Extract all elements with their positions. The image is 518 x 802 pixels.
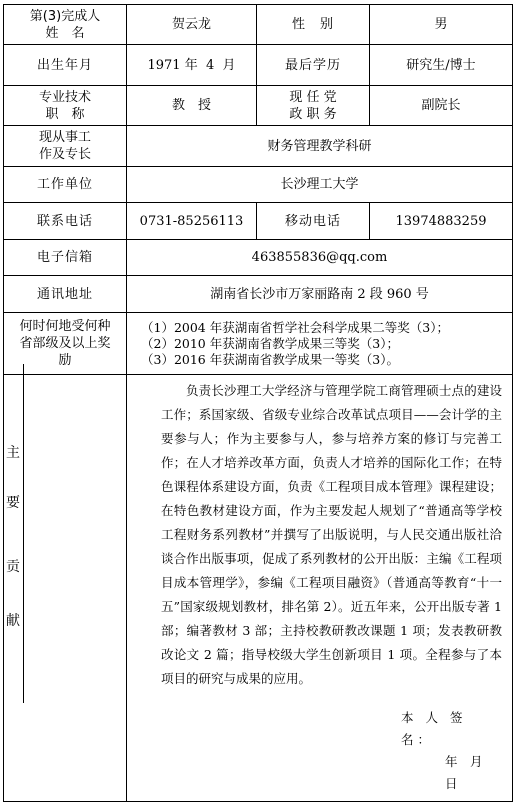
title-value: 教 授 xyxy=(127,86,257,126)
phone-value: 0731-85256113 xyxy=(127,203,257,240)
awards-label: 何时何地受何种 省部级及以上奖 励 xyxy=(4,313,127,375)
position-label: 现 任 党 政 职 务 xyxy=(257,86,370,126)
contribution-cell xyxy=(127,375,513,802)
awards-list xyxy=(127,313,513,375)
name-label: 第(3)完成人 姓 名 xyxy=(4,5,127,45)
address-value: 湖南省长沙市万家丽路南 2 段 960 号 xyxy=(127,276,513,313)
education-value: 研究生/博士 xyxy=(370,45,513,86)
phone-label: 联系电话 xyxy=(4,203,127,240)
specialty-label: 现从事工 作及专长 xyxy=(4,126,127,167)
gender-value: 男 xyxy=(370,5,513,45)
date-label: 年 月 日 xyxy=(445,754,496,791)
email-label: 电子信箱 xyxy=(4,240,127,276)
award-item: （1）2004 年获湖南省哲学社会科学成果二等奖（3）； xyxy=(141,319,449,335)
mobile-label: 移动电话 xyxy=(257,203,370,240)
signature-label: 本 人 签 名： xyxy=(401,710,467,747)
contribution-text: 负责长沙理工大学经济与管理学院工商管理硕士点的建设工作；系国家级、省级专业综合改革试点项目——会计学的主要参与人；作为主要参与人，参与培养方案的修订与完善工作；在人才培养改革方面，负责人才培养的国际化工作；在特色课程体系建设方面，负责《工程项目成本管理》课程建设；在特色教材建设方面，作为主要发起人规划了“普通高等学校工程财务系列教材”并撰写了出版说明，与人民交通出版社洽谈合作出版事项，促成了系列教材的公开出版：主编《工程项目成本管理学》，参编《工程项目融资》（普通高等教育“十一五”国家级规划教材，排名第 2）。近五年来，公开出版专著 1 部；编著教材 3 部；主持校教研教改课题 1 项；发表教研教改论文 2 篇；指导校级大学生创新项目 1 项。全程参与了本项目的研究与成果的应用。 xyxy=(161,383,502,686)
address-label: 通讯地址 xyxy=(4,276,127,313)
personal-info-form xyxy=(3,4,513,802)
contrib-char: 要 xyxy=(6,495,20,511)
contrib-char: 主 xyxy=(6,445,20,461)
name-value: 贺云龙 xyxy=(127,5,257,45)
birth-label: 出生年月 xyxy=(4,45,127,86)
mobile-value: 13974883259 xyxy=(370,203,513,240)
contrib-char: 献 xyxy=(6,613,20,629)
title-label: 专业技术 职 称 xyxy=(4,86,127,126)
contrib-char: 贡 xyxy=(6,559,20,575)
work-unit-value: 长沙理工大学 xyxy=(127,167,513,203)
gender-label: 性 别 xyxy=(257,5,370,45)
position-value: 副院长 xyxy=(370,86,513,126)
contribution-vertical-label xyxy=(3,364,24,703)
work-unit-label: 工作单位 xyxy=(4,167,127,203)
award-item: （2）2010 年获湖南省教学成果三等奖（3）； xyxy=(141,335,399,351)
award-item: （3）2016 年获湖南省教学成果一等奖（3）。 xyxy=(141,351,399,367)
birth-value: 1971 年 4 月 xyxy=(127,45,257,86)
specialty-value: 财务管理教学科研 xyxy=(127,126,513,167)
education-label: 最后学历 xyxy=(257,45,370,86)
email-value: 463855836@qq.com xyxy=(127,240,513,276)
